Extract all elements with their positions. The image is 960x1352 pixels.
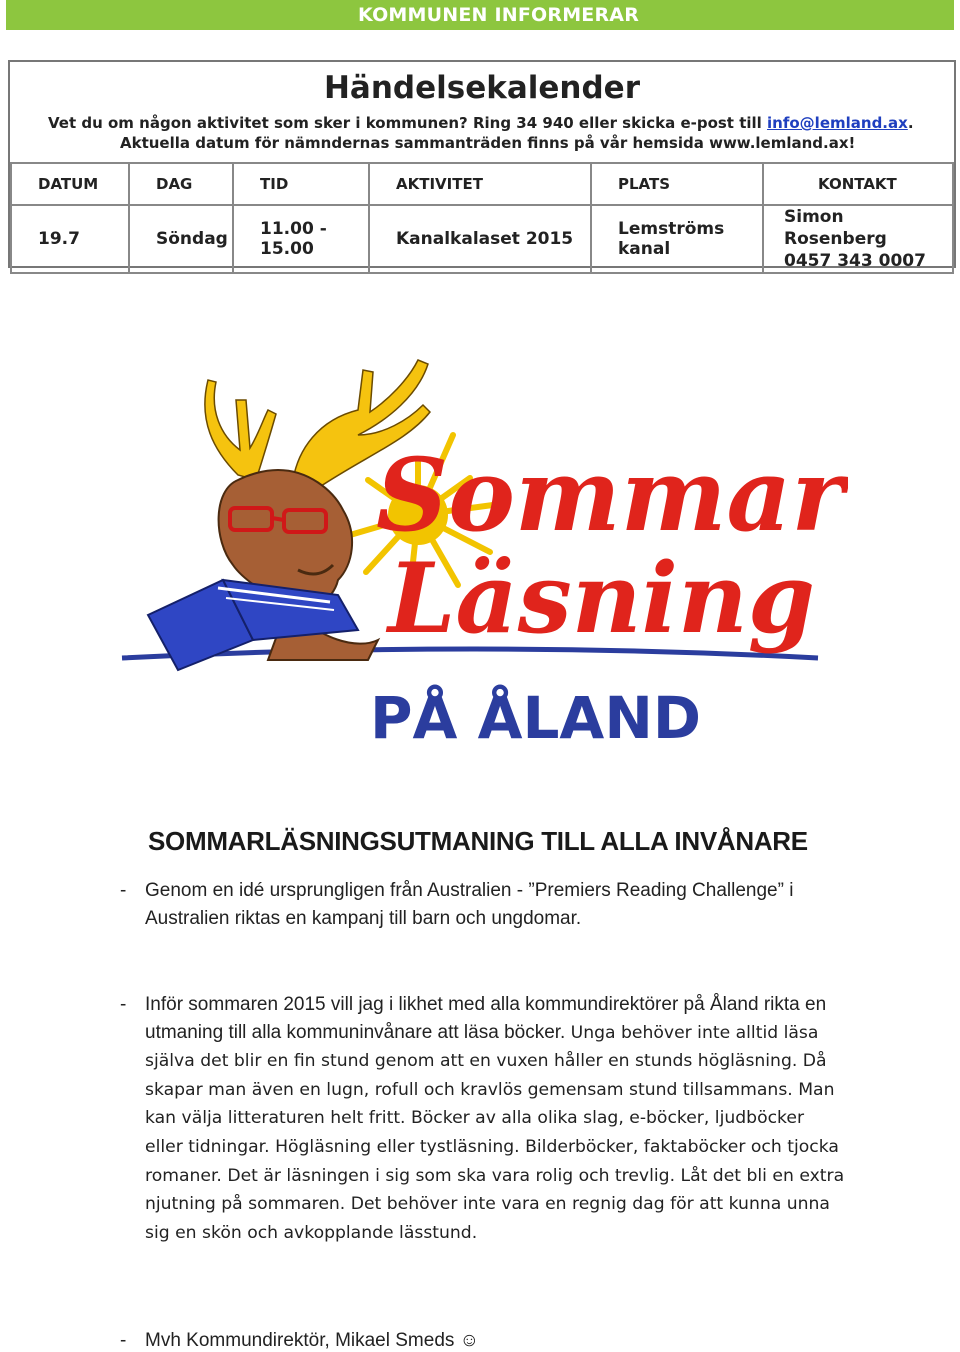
table-row: [11, 205, 953, 273]
header-dag: DAG: [129, 163, 233, 205]
bullet-dash: -: [120, 994, 127, 1015]
calendar-title: Händelsekalender: [323, 70, 640, 106]
logo-word-lasning: Läsning: [388, 542, 815, 655]
table-header-row: [11, 163, 953, 205]
event-calendar: [8, 60, 956, 271]
smiley-icon: ☺: [459, 1330, 480, 1351]
cell-aktivitet: Kanalkalaset 2015: [369, 205, 591, 273]
contact-name: Simon Rosenberg: [784, 207, 887, 249]
logo-word-sommar: Sommar: [376, 436, 845, 554]
cell-plats: Lemströms kanal: [591, 205, 763, 273]
calendar-subtitle-prefix: Vet du om någon aktivitet som sker i kommunen? Ring 34 940 eller skicka e-post till: [48, 114, 768, 132]
calendar-subtitle-line1: [48, 114, 914, 132]
signature-text: [145, 1327, 845, 1352]
cell-datum: 19.7: [11, 205, 129, 273]
bullet-2-part1: Inför sommaren 2015 vill jag i likhet med alla kommundirektörer på Åland rikta en utmaning till alla kommuninvånare att läsa böcker.: [145, 994, 827, 1043]
signature-name: Mvh Kommundirektör, Mikael Smeds: [145, 1330, 455, 1351]
header-kontakt: KONTAKT: [763, 163, 953, 205]
bullet-dash: -: [120, 1330, 127, 1351]
bullet-2-text: [145, 991, 845, 1247]
header-datum: DATUM: [11, 163, 129, 205]
bullet-dash: -: [120, 880, 127, 901]
contact-phone: 0457 343 0007: [784, 251, 926, 271]
logo-word-pa-aland: PÅ ÅLAND: [370, 684, 702, 752]
sommarlasning-logo: [118, 340, 848, 760]
section-banner: KOMMUNEN INFORMERAR: [6, 0, 954, 30]
calendar-subtitle-suffix: .: [907, 114, 914, 132]
header-tid: TID: [233, 163, 369, 205]
email-link[interactable]: info@lemland.ax: [767, 114, 908, 132]
bullet-2-part2: Unga behöver inte alltid läsa själva det blir en fin stund genom att en vuxen håller en stunds högläsning. Då skapar man även en lugn, rofull och kravlös gemensam stund tillsammans. Man kan välja litteraturen helt fritt. Böcker av alla olika slag, e-böcker, ljudböcker eller tidningar. Högläsning eller tystläsning. Bilderböcker, faktaböcker och tjocka romaner. Det är läsningen i sig som ska vara rolig och trevlig. Låt det bli en extra njutning på sommaren. Det behöver inte vara en regnig dag för att kunna unna sig en skön och avkopplande lässtund.: [145, 1022, 845, 1243]
article-signature: [120, 1327, 845, 1352]
calendar-table: [10, 162, 954, 274]
cell-kontakt: [763, 205, 953, 273]
header-plats: PLATS: [591, 163, 763, 205]
cell-tid: 11.00 - 15.00: [233, 205, 369, 273]
cell-dag: Söndag: [129, 205, 233, 273]
article-bullet-1: [120, 877, 845, 932]
article-bullet-2: [120, 991, 845, 1247]
bullet-1-text: Genom en idé ursprungligen från Australien - ”Premiers Reading Challenge” i Australien riktas en kampanj till barn och ungdomar.: [145, 880, 794, 929]
article-heading: SOMMARLÄSNINGSUTMANING TILL ALLA INVÅNARE: [148, 826, 808, 856]
calendar-subtitle-line2: Aktuella datum för nämndernas sammanträden finns på vår hemsida www.lemland.ax!: [120, 134, 856, 152]
header-aktivitet: AKTIVITET: [369, 163, 591, 205]
